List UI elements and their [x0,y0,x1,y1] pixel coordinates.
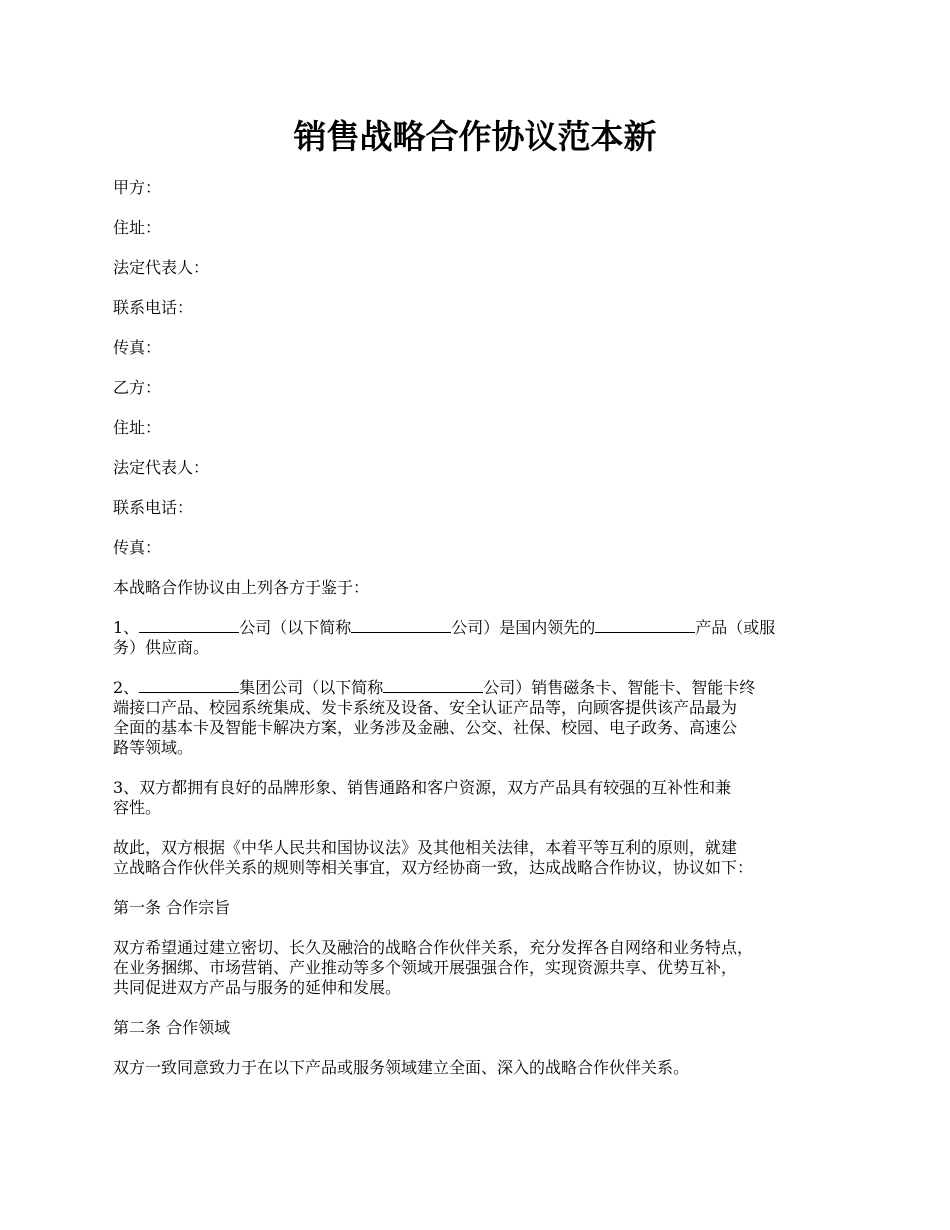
blank-underline [595,618,695,633]
item-2-line-2: 端接口产品、校园系统集成、发卡系统及设备、安全认证产品等，向顾客提供该产品最为 [113,698,738,717]
party-a-phone: 联系电话： [113,298,194,317]
document-page [113,112,853,1098]
party-a-legal-rep: 法定代表人： [113,258,210,277]
item-3-line-2: 容性。 [113,798,162,817]
article-1-line-3: 共同促进双方产品与服务的延伸和发展。 [113,978,402,997]
article-2-body [113,1058,853,1078]
blank-underline [139,618,239,633]
party-a-address: 住址： [113,218,162,237]
article-2-line-1: 双方一致同意致力于在以下产品或服务领域建立全面、深入的战略合作伙伴关系。 [113,1058,690,1077]
article-1-line-1: 双方希望通过建立密切、长久及融洽的战略合作伙伴关系，充分发挥各自网络和业务特点， [113,938,754,957]
article-2-heading: 第二条 合作领域 [113,1018,231,1037]
party-b-legal-rep: 法定代表人： [113,458,210,477]
therefore-paragraph [113,838,853,878]
item-2-part-1: 集团公司（以下简称 [239,678,384,697]
item-1-part-3: 产品（或服 [695,618,776,637]
item-2 [113,678,853,758]
item-1 [113,618,853,658]
therefore-line-2: 立战略合作伙伴关系的规则等相关事宜，双方经协商一致，达成战略合作协议，协议如下： [113,858,754,877]
therefore-line-1: 故此，双方根据《中华人民共和国协议法》及其他相关法律，本着平等互利的原则，就建 [113,838,738,857]
document-title: 销售战略合作协议范本新 [293,117,657,156]
party-b-fax: 传真： [113,538,162,557]
blank-underline [139,678,239,693]
item-1-line-2: 务）供应商。 [113,638,210,657]
party-a-label: 甲方： [113,178,162,197]
item-2-line-3: 全面的基本卡及智能卡解决方案，业务涉及金融、公交、社保、校园、电子政务、高速公 [113,718,738,737]
article-1-body [113,938,853,998]
blank-underline [351,618,451,633]
item-3-line-1: 3、双方都拥有良好的品牌形象、销售通路和客户资源，双方产品具有较强的互补性和兼 [113,778,732,797]
party-b-label: 乙方： [113,378,162,397]
item-2-line-1 [113,678,853,698]
party-b-phone: 联系电话： [113,498,194,517]
item-2-prefix: 2、 [113,678,140,697]
intro-line: 本战略合作协议由上列各方于鉴于： [113,578,370,597]
item-2-line-4: 路等领域。 [113,738,194,757]
item-2-part-2: 公司）销售磁条卡、智能卡、智能卡终 [483,678,756,697]
party-b-address: 住址： [113,418,162,437]
item-1-part-2: 公司）是国内领先的 [451,618,596,637]
item-1-prefix: 1、 [113,618,140,637]
item-1-line-1 [113,618,853,638]
item-3 [113,778,853,818]
article-1-line-2: 在业务捆绑、市场营销、产业推动等多个领域开展强强合作，实现资源共享、优势互补， [113,958,738,977]
item-1-part-1: 公司（以下简称 [239,618,352,637]
blank-underline [383,678,483,693]
article-1-heading: 第一条 合作宗旨 [113,898,231,917]
party-a-fax: 传真： [113,338,162,357]
